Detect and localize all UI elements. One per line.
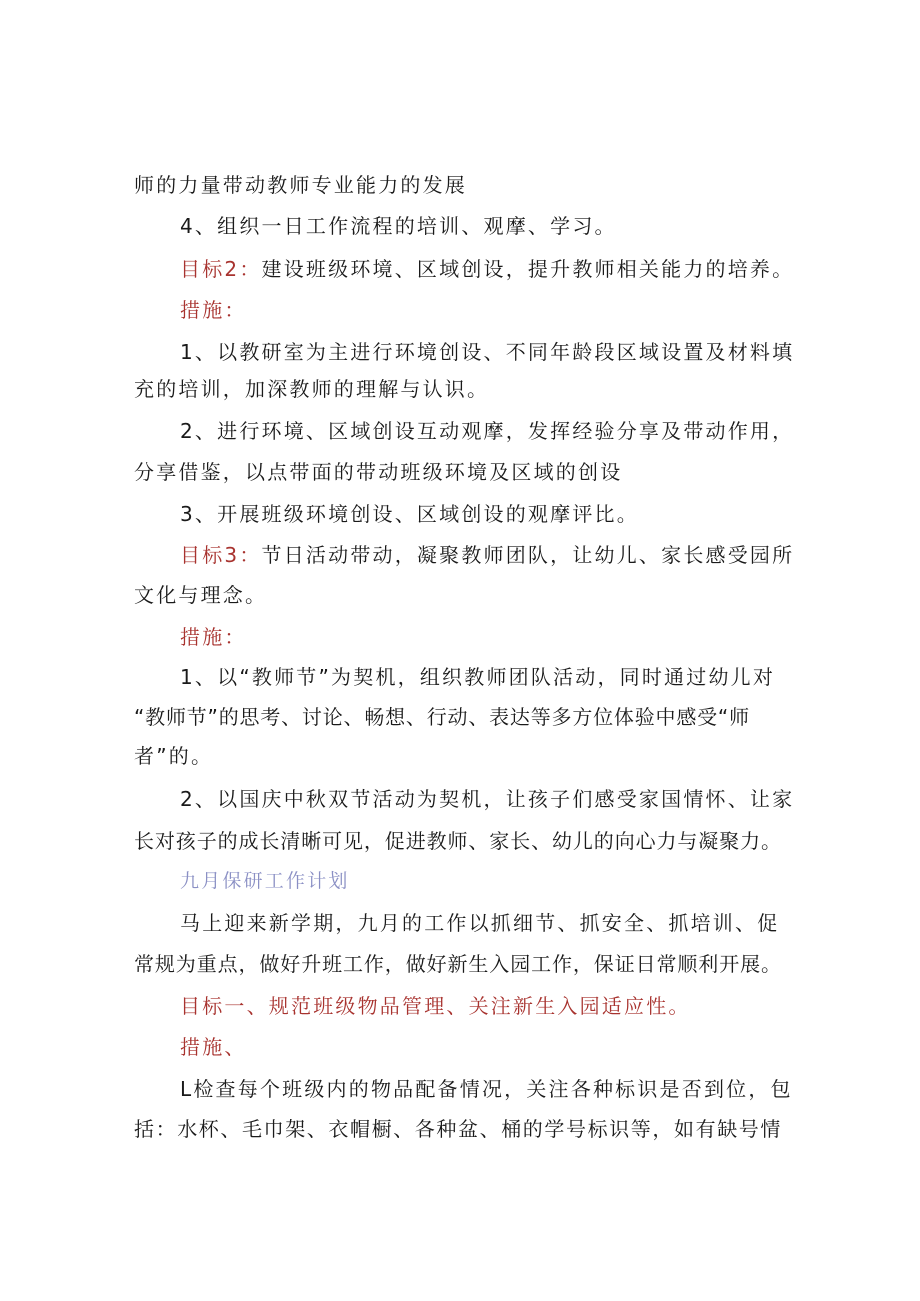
text-line: 2、以国庆中秋双节活动为契机，让孩子们感受家国情怀、让家 (180, 787, 795, 811)
text-line: 1、以“教师节”为契机，组织教师团队活动，同时通过幼儿对 (180, 665, 776, 689)
measures-heading: 措施： (180, 625, 247, 649)
goal-heading: 目标3：节日活动带动，凝聚教师团队，让幼儿、家长感受园所 (180, 543, 795, 567)
measures-heading: 措施、 (180, 1035, 247, 1059)
text-line: 常规为重点，做好升班工作，做好新生入园工作，保证日常顺利开展。 (134, 952, 782, 976)
text-line: 长对孩子的成长清晰可见，促进教师、家长、幼儿的向心力与凝聚力。 (134, 829, 782, 853)
text-line: 3、开展班级环境创设、区域创设的观摩评比。 (180, 502, 639, 526)
text-line: 1、以教研室为主进行环境创设、不同年龄段区域设置及材料填 (180, 340, 795, 364)
text-line: 括：水杯、毛巾架、衣帽橱、各种盆、桶的学号标识等，如有缺号情 (134, 1117, 782, 1141)
text-line: 文化与理念。 (134, 583, 268, 607)
text-line: 4、组织一日工作流程的培训、观摩、学习。 (180, 214, 617, 238)
text-line: 者”的。 (134, 744, 214, 768)
text-line: 充的培训，加深教师的理解与认识。 (134, 377, 490, 401)
measures-heading: 措施： (180, 298, 247, 322)
text-line: 分享借鉴，以点带面的带动班级环境及区域的创设 (134, 460, 623, 484)
text-line: L检查每个班级内的物品配备情况，关注各种标识是否到位，包 (180, 1077, 793, 1101)
text-line: “教师节”的思考、讨论、畅想、行动、表达等多方位体验中感受“师 (134, 705, 750, 729)
goal-heading: 目标2：建设班级环境、区域创设，提升教师相关能力的培养。 (180, 257, 795, 281)
text-line: 马上迎来新学期，九月的工作以抓细节、抓安全、抓培训、促 (180, 911, 780, 935)
section-title: 九月保研工作计划 (180, 870, 350, 892)
text-line: 师的力量带动教师专业能力的发展 (134, 173, 467, 197)
text-line: 2、进行环境、区域创设互动观摩，发挥经验分享及带动作用， (180, 419, 795, 443)
goal-heading: 目标一、规范班级物品管理、关注新生入园适应性。 (180, 994, 691, 1018)
